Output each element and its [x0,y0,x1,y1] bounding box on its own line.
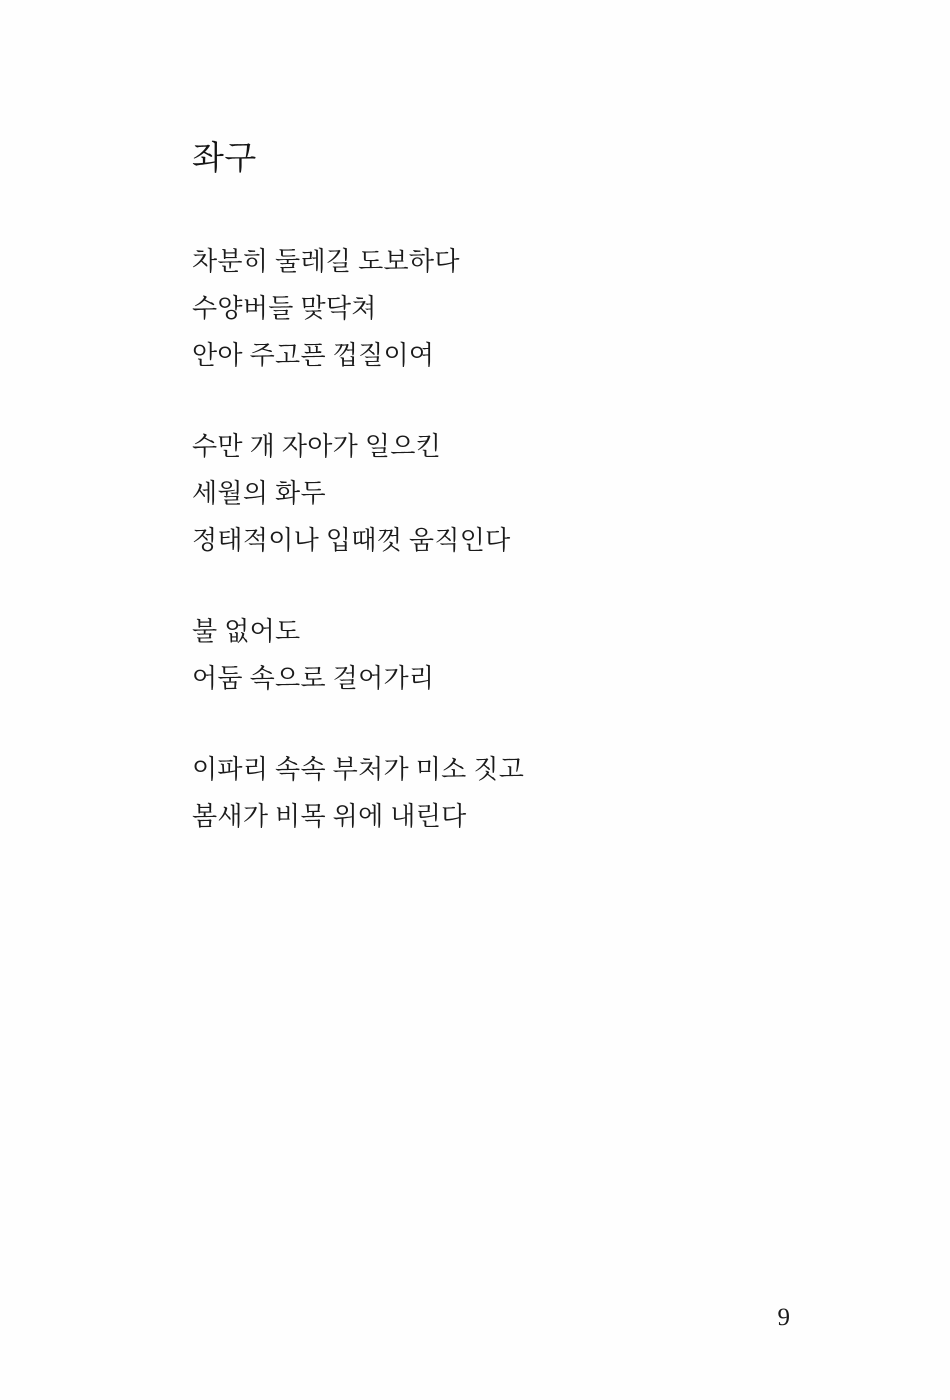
stanza [192,608,812,702]
poem-line: 안아 주고픈 껍질이여 [192,340,435,370]
poem-line: 이파리 속속 부처가 미소 짓고 [192,754,525,784]
poem-line: 세월의 화두 [192,478,326,508]
poem-line: 어둠 속으로 걸어가리 [192,663,435,693]
poem-body [192,140,812,840]
poem-line: 정태적이나 입때껏 움직인다 [192,525,511,555]
stanza [192,423,812,564]
stanza [192,746,812,840]
poem-line: 수양버들 맞닥쳐 [192,293,377,323]
poem-line: 차분히 둘레길 도보하다 [192,246,460,276]
stanza [192,238,812,379]
poem-line: 불 없어도 [192,616,301,646]
page-number: 9 [777,1304,790,1331]
poem-line: 봄새가 비목 위에 내린다 [192,801,467,831]
page-title: 좌구 [192,141,257,177]
poem-line: 수만 개 자아가 일으킨 [192,431,442,461]
